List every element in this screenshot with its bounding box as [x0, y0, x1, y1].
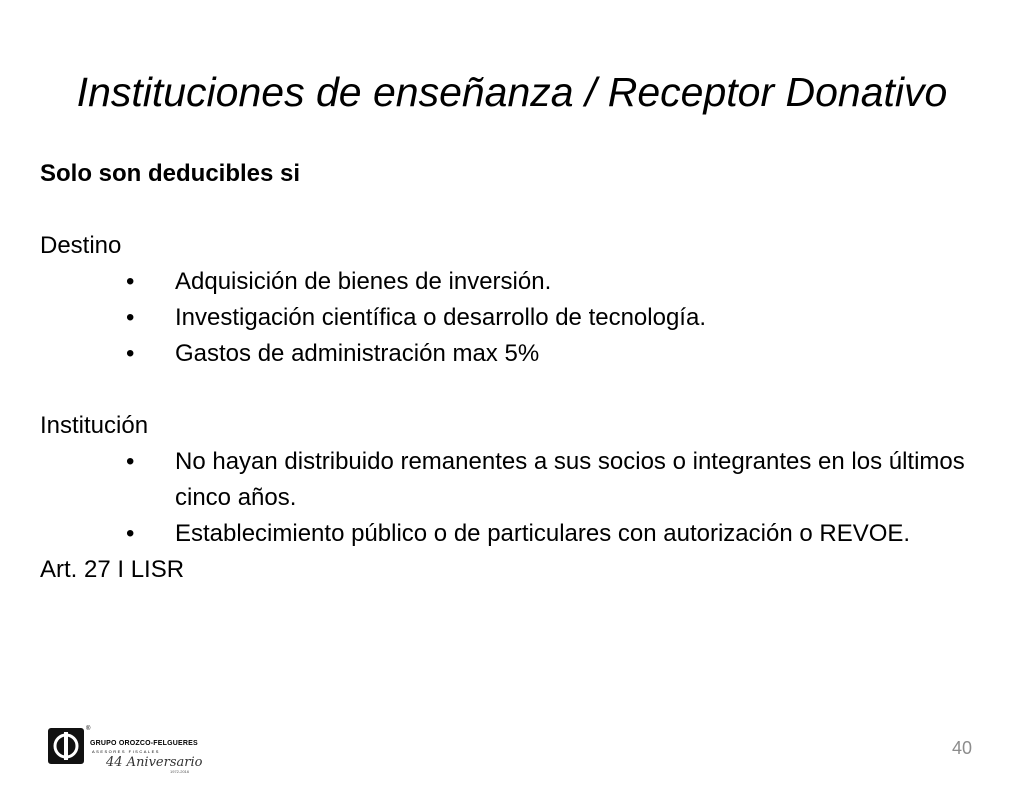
bullet-list-destino: [40, 264, 980, 372]
spacer: [40, 192, 980, 228]
phi-logo-icon: [48, 728, 84, 764]
page-number: 40: [951, 738, 972, 758]
list-item: [40, 516, 980, 552]
list-item-text: Gastos de administración max 5%: [175, 340, 540, 367]
bullet-list-institucion: [40, 444, 980, 552]
logo-company-name: GRUPO OROZCO-FELGUERES: [90, 740, 198, 747]
logo-anniversary: 44 Aniversario: [106, 755, 203, 770]
legal-reference: Art. 27 I LISR: [40, 556, 185, 583]
list-item: [40, 336, 980, 372]
bullet-icon: •: [126, 304, 135, 331]
section-label-destino: Destino: [40, 232, 122, 259]
logo-subtitle: ASESORES FISCALES: [92, 749, 160, 754]
section-label-institucion: Institución: [40, 412, 149, 439]
bullet-icon: •: [126, 268, 135, 295]
slide-content: [40, 156, 980, 588]
bullet-icon: •: [126, 448, 135, 475]
list-item-text: Establecimiento público o de particulares con autorización o REVOE.: [175, 520, 911, 547]
list-item-text: No hayan distribuido remanentes a sus socios o integrantes en los últimos cinco años.: [175, 448, 965, 511]
company-logo: [48, 722, 208, 776]
list-item-text: Investigación científica o desarrollo de tecnología.: [175, 304, 706, 331]
list-item: [40, 444, 980, 516]
spacer: [40, 372, 980, 408]
registered-mark: ®: [86, 726, 91, 732]
list-item-text: Adquisición de bienes de inversión.: [175, 268, 552, 295]
list-item: [40, 264, 980, 300]
bullet-icon: •: [126, 520, 135, 547]
logo-years: 1972-2016: [170, 769, 190, 774]
bullet-icon: •: [126, 340, 135, 367]
subheading: Solo son deducibles si: [40, 160, 301, 187]
slide-title: Instituciones de enseñanza / Receptor Donativo: [76, 69, 948, 115]
list-item: [40, 300, 980, 336]
